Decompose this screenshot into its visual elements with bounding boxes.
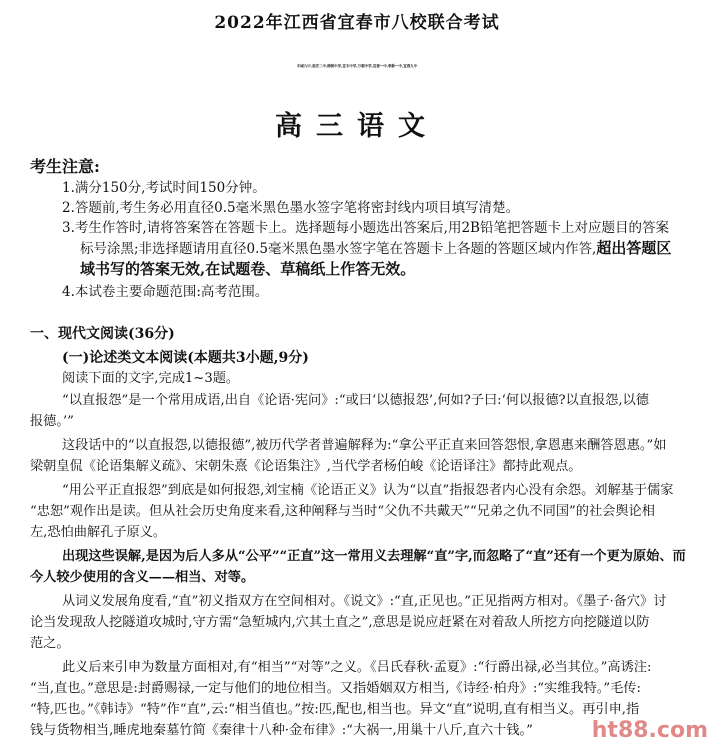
exam-title: 2022年江西省宜春市八校联合考试 [214,13,500,33]
notice-heading: 考生注意: [30,157,100,176]
passage-line: “特,匹也。”《韩诗》“特”作“直”,云:“相当值也。”按:匹,配也,相当也。异文“直”说明,直有相当义。再引申,指 [30,702,640,717]
notice-item-1: 1.满分150分,考试时间150分钟。 [62,180,266,196]
passage-line: 钱与货物相当,睡虎地秦墓竹简《秦律十八种·金布律》:“大祸一,用巢十八斤,直六十钱。” [30,723,533,738]
passage-line: 今人较少使用的含义——相当、对等。 [30,570,255,585]
passage-line: 梁朝皇侃《论语集解义疏》、宋朝朱熹《论语集注》,当代学者杨伯峻《论语译注》都持此观点。 [30,459,582,474]
school-list: 丰城九中,高安二中,樟树中学,宜丰中学,万载中学,宜春一中,奉新一中,宜春九中 [296,64,418,68]
notice-item-3-emphasis-2: 域书写的答案无效,在试题卷、草稿纸上作答无效。 [80,260,416,278]
subject-title: 高三语文 [275,111,439,142]
notice-item-3-emphasis-1: 超出答题区 [596,239,672,257]
notice-item-3b [80,238,671,259]
notice-item-3b-text: 标号涂黑;非选择题请用直径0.5毫米黑色墨水签字笔在答题卡上各题的答题区域内作答, [80,241,597,257]
section-heading: 一、现代文阅读(36分) [30,326,175,342]
passage-line: 从词义发展角度看,“直”初义指双方在空间相对。《说文》:“直,正见也。”正见指两方相对。《墨子·备穴》讨 [62,594,667,609]
passage-line: 这段话中的“以直报怨,以德报德”,被历代学者普遍解释为:“拿公平正直来回答怨恨,拿恩惠来酬答恩惠。”如 [62,438,667,453]
passage-line: “忠恕”观作出是读。但从社会历史角度来看,这种阐释与当时“父仇不共戴天”“兄弟之仇不同国”的社会舆论相 [30,504,655,519]
notice-item-3a: 3.考生作答时,请将答案答在答题卡上。选择题每小题选出答案后,用2B铅笔把答题卡上对应题目的答案 [62,220,669,236]
passage-line: 报德。’” [30,414,74,429]
site-watermark: ht88.com [591,718,708,743]
notice-item-4: 4.本试卷主要命题范围:高考范围。 [62,284,269,300]
notice-item-2: 2.答题前,考生务必用直径0.5毫米黑色墨水签字笔将密封线内项目填写清楚。 [62,200,520,216]
passage-line: 范之。 [30,636,70,651]
passage-line: “当,直也。”意思是:封爵赐禄,一定与他们的地位相当。又指婚姻双方相当,《诗经·柏舟》:“实维我特。”毛传: [30,681,641,696]
passage-line: “以直报怨”是一个常用成语,出自《论语·宪问》:“或曰‘以德报怨’,何如?子曰:‘何以报德?以直报怨,以德 [62,393,649,408]
passage-line: “用公平正直报怨”到底是如何报怨,刘宝楠《论语正义》认为“以直”指报怨者内心没有余怨。刘解基于儒家 [62,483,674,498]
passage-line: 出现这些误解,是因为后人多从“公平”“正直”这一常用义去理解“直”字,而忽略了“直”还有一个更为原始、而 [62,549,686,564]
passage-line: 此义后来引申为数量方面相对,有“相当”“对等”之义。《吕氏春秋·孟夏》:“行爵出禄,必当其位。”高诱注: [62,660,652,675]
passage-line: 论当发现敌人挖隧道攻城时,守方需“急堑城内,穴其土直之”,意思是说应赶紧在对着敌人所挖方向挖隧道以防 [30,615,650,630]
subsection-heading: (一)论述类文本阅读(本题共3小题,9分) [62,350,309,366]
passage-line: 左,恐怕曲解孔子原义。 [30,525,167,540]
instruction-text: 阅读下面的文字,完成1~3题。 [62,371,240,386]
